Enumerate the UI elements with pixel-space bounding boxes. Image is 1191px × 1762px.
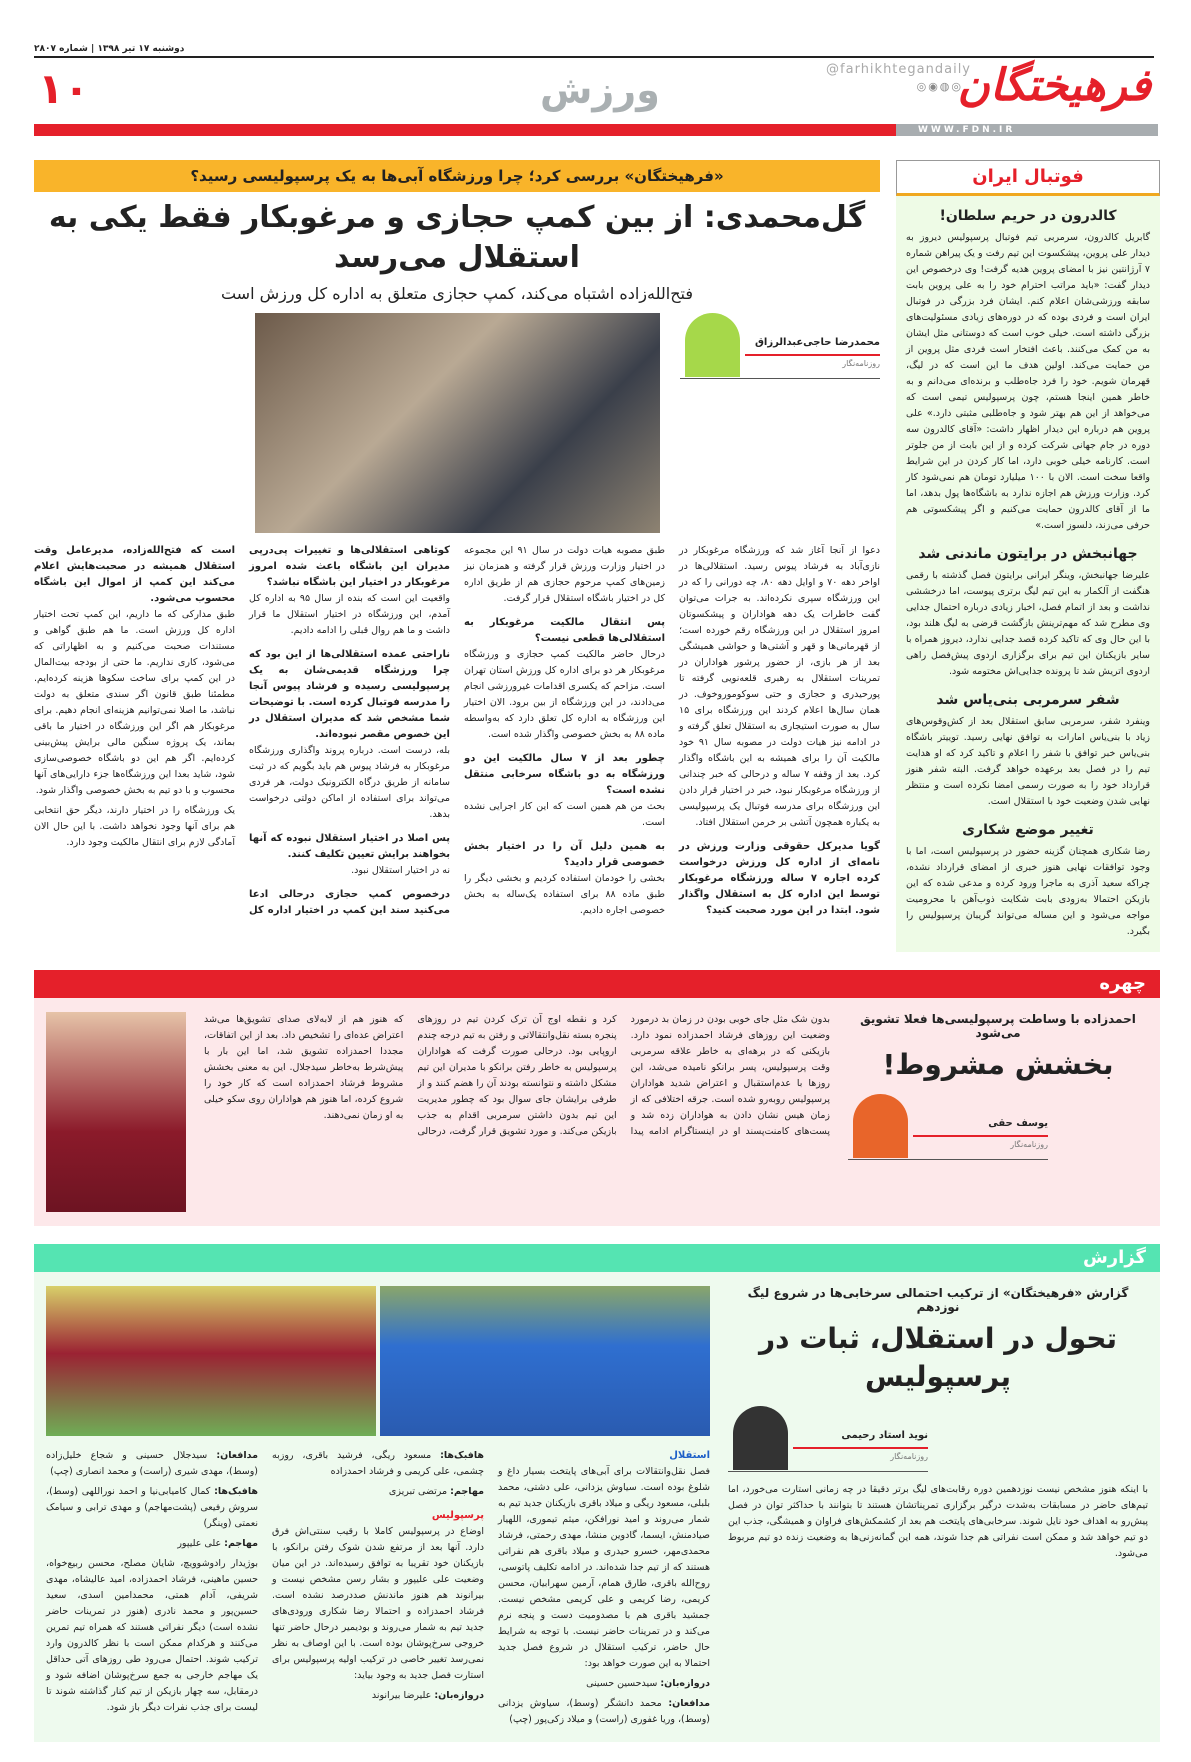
author-role: روزنامه‌نگار (890, 1452, 928, 1461)
sidebar-item-title: کالدرون در حریم سلطان! (939, 208, 1117, 224)
social-icons: ◎◉◍◎ (916, 80, 963, 93)
divider (913, 1135, 1048, 1137)
gozaresh-header (728, 1286, 1148, 1562)
author-photo (853, 1094, 908, 1158)
lineup-line: مهاجم: علی علیپور (177, 1538, 258, 1549)
issue-date: دوشنبه ۱۷ تیر ۱۳۹۸ | شماره ۲۸۰۷ (34, 44, 185, 54)
article-intro: دعوا از آنجا آغاز شد که ورزشگاه مرغوبکار در نازی‌آباد به فرشاد پیوس رسید. استقلالی‌ها در اواخر دهه ۷۰ و اوایل دهه ۸۰، چه دورانی را که در این ورزشگاه سپری نکرده‌اند. به جرات می‌توان گفت خاطرات یک دهه هواداران و پیشکسوتان امروز استقلال در این ورزشگاه رقم خورده است؛ از قهرمانی‌ها و قهر و آشتی‌ها و حواشی همیشگی بعد از هر بازی، از حضور پرشور هواداران در تمرینات استقلال به رهبری قلعه‌نویی گرفته تا پورحیدری و حجازی و حتی سوکوموروخوف. در همان سال‌ها اعلام کردند این ورزشگاه برای ۱۵ سال به صورت استیجاری به استقلال تعلق گرفته و در ادامه نیز هیات دولت در مصوبه سال ۹۱ خود مالکیت آن را برای همیشه به این باشگاه واگذار کرد. بعد از وقفه ۷ ساله و درحالی که خبر چندانی از ورزشگاه مرغوبکار نبود، خبر در اختیار قرار دادن این ورزشگاه برای مدرسه فوتبال یک پرسپولیسی به یکباره همچون آتشی بر خرمن استقلال افتاد. (679, 545, 880, 828)
section-band-chehre: چهره (34, 970, 1160, 998)
sidebar-header: فوتبال ایران (896, 160, 1160, 196)
author-name: محمدرضا حاجی‌عبدالرزاق (754, 337, 880, 348)
chehre-header (848, 1012, 1148, 1160)
lineup-line: مهاجم: مرتضی تبریزی (388, 1486, 484, 1497)
question: به همین دلیل آن را در اختیار بخش خصوصی قرار دادید؟ (464, 841, 665, 868)
newspaper-logo: فرهیختگان (957, 60, 1151, 111)
answer: واقعیت این است که بنده از سال ۹۵ به اداره کل آمدم، این ورزشگاه در اختیار استقلال ما قرار داشت و ما هم روال قبلی را ادامه دادیم. (249, 593, 451, 636)
author-name: یوسف حقی (988, 1118, 1048, 1129)
interview-photo (255, 313, 660, 533)
answer: بله، درست است. درباره پروند واگذاری ورزشگاه مرغوبکار به فرشاد پیوس هم باید بگویم که در ثبت سامانه از طریق درگاه الکترونیک دولت، هر فردی می‌تواند برای استفاده از اماکن دولتی درخواست بدهد. (249, 745, 450, 820)
author-name: نوید استاد رحیمی (841, 1430, 928, 1441)
sidebar-item-body: گابریل کالدرون، سرمربی تیم فوتبال پرسپولیس دیروز به دیدار علی پروین، پیشکسوت این تیم رفت و یک پیراهن شماره ۷ آرژانتین نیز با امضای پروین هدیه گرفت! وی درخصوص این دیدار گفت: «باید مراتب احترام خود را به علی پروین بابت سابقه ورزشی‌شان اعلام کنم. ایشان فرد بزرگی در فوتبال ایران است و فردی بوده که در دوره‌های زیادی مسئولیت‌های بزرگی داشته است. خیلی خوب است که دوستانی مثل ایشان به من کمک می‌کنند. باعث افتخار است فردی مثل پروین از من حمایت می‌کند. اولین هدف ما این است که در لیگ، قهرمان شویم. خود را فرد جاه‌طلب و برنده‌ای می‌دانم و به خاطر همین اینجا هستم، چون پرسپولیس تیمی است که می‌خواهد از این هم بهتر شود و جاه‌طلبی مثبتی دارد.» علی پروین هم درباره این دیدار اظهار داشت: «آقای کالدرون سه دوره در جام جهانی شرکت کرده و از این بابت از من جلوتر است. کارنامه خیلی خوبی دارد، اما کار کردن در این شرایط واقعا سخت است. الان با ۱۰۰ میلیارد تومان هم نمی‌شود کار کرد. وزارت ورزش هم اجازه ندارد به باشگاه‌ها پول بدهد، اما ما از آقای کالدرون حمایت می‌کنیم و اگر پیشکسوتی هم حرفی می‌زند، دلسوز است.» (906, 232, 1150, 531)
chehre-section (34, 998, 1160, 1226)
author-box (728, 1406, 928, 1472)
article-media (34, 313, 880, 533)
answer: بخشی را خودمان استفاده کردیم و بخشی دیگر را طبق ماده ۸۸ برای استفاده یک‌ساله به بخش خصوصی اجاره دادیم. (464, 873, 665, 916)
esteghlal-subhead: استقلال (669, 1450, 710, 1461)
lineup-line: مدافعان: سیدجلال حسینی و شجاع خلیل‌زاده (وسط)، مهدی شیری (راست) و محمد انصاری (چپ) (46, 1450, 258, 1477)
divider (745, 354, 880, 356)
team-photos (46, 1286, 710, 1436)
header-red-bar (34, 124, 896, 136)
author-role: روزنامه‌نگار (1010, 1140, 1048, 1149)
lineup-line: هافبک‌ها: مسعود ریگی، فرشید باقری، روزبه چشمی، علی کریمی و فرشاد احمدزاده (272, 1450, 484, 1477)
chehre-body: بدون شک مثل جای خوبی بودن در زمان بد درمورد وضعیت این روزهای فرشاد احمدزاده نمود دارد. بازیکنی که در برهه‌ای به خاطر علاقه سرمربی وقت پرسپولیس، پسر برانکو نامیده می‌شد، این روزها با عدم‌استقبال و اعتراض شدید هواداران پرسپولیس روبه‌رو شده است. جرقه اختلافی که از زمان هیس نشان دادن به هواداران زده شد و پست‌های کامنت‌پسند او در اینستاگرام ادامه پیدا کرد و نقطه اوج آن ترک کردن تیم در روزهای پنجره بسته نقل‌وانتقالاتی و رفتن به تیم درجه چندم اروپایی بود. درحالی صورت گرفت که هواداران پرسپولیس به خاطر رفتن برانکو با مدیران این تیم مشکل داشته و نتوانسته بودند آن را هضم کنند و از طرفی برایشان جای سوال بود که چطور مدیریت این تیم بدون داشتن سرمربی اقدام به جذب بازیکن می‌کند. و مورد تشویق قرار گرفت، درحالی که هنوز هم از لابه‌لای صدای تشویق‌ها می‌شد اعتراض عده‌ای را تشخیص داد. بعد از این اتفاقات، مجددا احمدزاده تشویق شد، اما این بار با پیش‌شرط به‌خاطر سیدجلال. این به معنی بخشش مشروط فرشاد احمدزاده است که کار خود را شروع کرده، اما هنوز هم هواداران روی سکو خیلی به او زمان نمی‌دهند. (204, 1014, 830, 1137)
section-band-gozaresh: گزارش (34, 1244, 1160, 1272)
main-article (34, 160, 880, 919)
sidebar-item-body: رضا شکاری همچنان گزینه حضور در پرسپولیس است، اما با وجود توافقات نهایی هنوز خبری از امضای قرارداد نشده، چراکه سعید آذری به ماجرا ورود کرده و مدعی شده که این بازیکن احتمالا به‌زودی بابت شکایت ذوب‌آهن با محرومیت مواجه می‌شود و این مساله می‌تواند گریبان پرسپولیس را بگیرد. (906, 846, 1150, 937)
social-handle: @farhikhtegandaily (826, 62, 971, 77)
lineup-line: دروازه‌بان: سیدحسین حسینی (586, 1678, 710, 1689)
gozaresh-headline: تحول در استقلال، ثبات در پرسپولیس (758, 1322, 1117, 1393)
question: پس اصلا در اختیار استقلال نبوده که آنها بخواهند برایش تعیین تکلیف کنند. (249, 833, 450, 860)
persepolis-team-photo (46, 1286, 376, 1436)
author-photo (733, 1406, 788, 1470)
sidebar-iran-football (896, 160, 1160, 952)
question: گویا مدیرکل حقوقی وزارت ورزش در نامه‌ای از اداره کل ورزش درخواست کرده اجاره ۷ ساله ورزشگاه مرغوبکار توسط این اداره کل به استقلال واگذار شود. ابتدا در این مورد صحبت کنید؟ (679, 841, 880, 916)
article-kicker: «فرهیختگان» بررسی کرد؛ چرا ورزشگاه آبی‌ها به یک پرسپولیسی رسید؟ (34, 160, 880, 192)
athlete-photo (46, 1012, 186, 1212)
answer: طبق مدارکی که ما داریم، این کمپ تحت اختیار اداره کل ورزش است. ما هم طبق گواهی و مستندات صحبت می‌کنیم و به اظهاراتی که می‌شود، کاری نداریم. ما حتی از بودجه بیت‌المال در این کمپ برای ساخت سکوها هزینه کرده‌ایم. مطمئنا طبق قانون اگر سندی متعلق به دولت نباشد، ما اصلا نمی‌توانیم هزینه‌ای انجام دهیم. برای مرغوبکار هم اگر این ورزشگاه در اختیار ما باقی بماند، یک پروژه سنگین مالی برایش پیش‌بینی کرده‌ایم. اگر هم این دو باشگاه خصوصی‌سازی شود، شاید بعدا این ورزشگاه‌ها جزء دارایی‌های آنها محسوب و با دو تیم به بخش خصوصی واگذار شود. (34, 609, 235, 796)
article-headline: گل‌محمدی: از بین کمپ حجازی و مرغوبکار فقط یکی به استقلال می‌رسد (48, 200, 866, 275)
gozaresh-content (46, 1286, 710, 1728)
answer: نه در اختیار استقلال نبود. (351, 865, 450, 876)
persepolis-body: اوضاع در پرسپولیس کاملا با رقیب سنتی‌اش فرق دارد. آنها بعد از مرتفع شدن شوک رفتن برانکو، با بازیکنان خود تقریبا به توافق رسیده‌اند. در این میان وضعیت علی علیپور و بشار رسن مشخص نیست و بیرانوند هم هنوز ماندنش صددرصد نشده است. فرشاد احمدزاده و احتمالا رضا شکاری ورودی‌های جدید تیم به شمار می‌روند و بودیمیر درحال حاضر تنها خروجی سرخ‌پوشان بوده است. با این اوصاف به نظر نمی‌رسد تغییر خاصی در ترکیب اولیه پرسپولیس برای استارت فصل جدید به وجود بیاید: (272, 1526, 484, 1681)
gozaresh-section (34, 1272, 1160, 1742)
persepolis-subhead: پرسپولیس (431, 1510, 484, 1521)
sidebar-item-body: علیرضا جهانبخش، وینگر ایرانی برایتون فصل گذشته با رقمی هنگفت از آلکمار به این تیم لیگ برتری پیوست، اما درخششی نداشت و بعد از اتمام فصل، اخبار زیادی درباره احتمال جدایی وی مطرح شد که مهم‌ترینش بازگشت قرضی به لیگ هلند بود، با این حال وی که تاکید کرده قصد جدایی ندارد، دیروز همراه با سایر بازیکنان این تیم برای برگزاری اردوی پیش‌فصل راهی اردوی اتریش شد تا پرونده جدایی‌اش مختومه شود. (906, 570, 1150, 677)
article-subheadline: فتح‌الله‌زاده اشتباه می‌کند، کمپ حجازی متعلق به اداره کل ورزش است (220, 284, 694, 303)
masthead (0, 0, 1191, 150)
section-title: ورزش (540, 68, 660, 112)
persepolis-tail: بوژیدار رادوشوویچ، شایان مصلح، محسن ربیع‌خواه، حسین ماهینی، فرشاد احمدزاده، امید عالیشاه، مهدی شریفی، آدام همتی، محمدامین اسدی، سعید حسین‌پور و محمد نادری (هنوز در تمرینات حاضر نشده است) دیگر نفراتی هستند که همراه تیم تمرین می‌کنند و هرکدام ممکن است با نظر کالدرون وارد ترکیب شوند. احتمال می‌رود طی روزهای آتی حداقل یک مهاجم خارجی به جمع سرخ‌پوشان اضافه شود و درمقابل، سه چهار بازیکن از تیم کنار گذاشته شوند تا لیست برای جذب نفرات دیگر باز شود. (46, 1558, 258, 1713)
author-role: روزنامه‌نگار (842, 359, 880, 368)
gozaresh-body (46, 1448, 710, 1728)
divider (34, 56, 1154, 58)
divider (793, 1447, 928, 1449)
lineup-line: هافبک‌ها: کمال کامیابی‌نیا و احمد نوراللهی (وسط)، سروش رفیعی (پشت‌مهاجم) و مهدی ترابی و سیامک نعمتی (وینگر) (46, 1486, 258, 1529)
question: کوتاهی استقلالی‌ها و تغییرات پی‌در‌پی مدیران این باشگاه باعث شده امروز مرغوبکار در اختیار این باشگاه نباشد؟ (249, 545, 450, 588)
top-row (34, 160, 1160, 952)
lineup-line: دروازه‌بان: علیرضا بیرانوند (371, 1690, 484, 1701)
answer: طبق مصوبه هیات دولت در سال ۹۱ این مجموعه در اختیار وزارت ورزش قرار گرفته و همزمان نیز زمین‌های کمپ مرحوم حجازی هم از طریق اداره کل در اختیار باشگاه استقلال قرار گرفت. (464, 545, 665, 604)
lineup-line: مدافعان: محمد دانشگر (وسط)، سیاوش یزدانی (وسط)، وریا غفوری (راست) و میلاد زکی‌پور (چپ) (498, 1698, 710, 1725)
question: ناراحتی عمده استقلالی‌ها از این بود که چرا ورزشگاه قدیمی‌شان به یک پرسپولیسی رسیده و فرشاد پیوس آنجا را مدرسه فوتبال کرده است. با توضیحات شما مشخص شد که مدیران استقلال در این خصوص مقصر نبوده‌اند. (249, 649, 450, 740)
answer: بحث من هم همین است که این کار اجرایی نشده است. (464, 801, 665, 828)
page-number: ۱۰ (38, 64, 90, 113)
sidebar-item-body: وینفرد شفر، سرمربی سابق استقلال بعد از کش‌وقوس‌های زیاد با بنی‌یاس امارات به توافق نهایی رسید. توییتر باشگاه بنی‌یاس خبر توافق با شفر را اعلام و تاکید کرد که او هدایت تیم را در فصل بعد برعهده خواهد گرفت. البته شفر هنوز قرارداد خود را به صورت رسمی امضا نکرده است و منتظر نهایی شدن وضعیت خود با استقلال است. (906, 716, 1150, 807)
esteghlal-team-photo (380, 1286, 710, 1436)
esteghlal-body: فصل نقل‌وانتقالات برای آبی‌های پایتخت بسیار داغ و شلوغ بوده است. سیاوش یزدانی، علی دشتی، محمد بلبلی، مسعود ریگی و میلاد باقری بازیکنان جدید تیم به شمار می‌روند و امید نورافکن، میثم تیموری، اللهیار صیادمنش، ایسما، گادوین منشا، مهدی رحمتی، فرشاد محمدی‌مهر، خسرو حیدری و میلاد باقری هم نفراتی هستند که از تیم جدا شده‌اند. در ادامه تکلیف پاتوسی، روح‌الله باقری، طارق همام، آرمین سهرابیان، محسن کریمی، رضا کریمی و علی کریمی مشخص نیست. جمشید باقری هم با مصدومیت دست و پنجه نرم می‌کند و در تمرینات حاضر نیست. با توجه به شرایط حال حاضر، ترکیب استقلال در شروع فصل جدید احتمالا به این صورت خواهد بود: (498, 1466, 710, 1669)
author-photo (685, 313, 740, 377)
question: چطور بعد از ۷ سال مالکیت این دو ورزشگاه به دو باشگاه سرخابی منتقل نشده است؟ (464, 753, 666, 796)
chehre-headline: بخشش مشروط! (882, 1048, 1114, 1081)
gozaresh-kicker: گزارش «فرهیختگان» از ترکیب احتمالی سرخابی‌ها در شروع لیگ نوزدهم (747, 1286, 1129, 1314)
answer: یک ورزشگاه را در اختیار دارند، دیگر حق انتخابی هم برای آنها وجود نخواهد داشت. با این حال الان آمادگی لازم برای انتقال مالکیت وجود دارد. (34, 805, 235, 848)
gozaresh-intro: با اینکه هنوز مشخص نیست نوزدهمین دوره رقابت‌های لیگ برتر دقیقا در چه زمانی استارت می‌خورد، اما تیم‌های حاضر در مسابقات به‌شدت درگیر برگزاری تمریناتشان هستند تا بتوانند با حداکثر توان در فصل پیش‌رو به اهداف خود نایل شوند. سرخابی‌های پایتخت هم بعد از کشمکش‌های فراوان و همیشگی، جذب این دو تیم خواهد شد و ممکن است نفراتی هم جدا شوند، همه این گمانه‌زنی‌ها به وضعیت زنده دو تیم مربوط می‌شود. (728, 1484, 1148, 1559)
sidebar-item-title: تغییر موضع شکاری (962, 822, 1094, 838)
answer: درحال حاضر مالکیت کمپ حجازی و ورزشگاه مرغوبکار هر دو برای اداره کل ورزش استان تهران است. مزاحم که یکسری اقدامات غیرورزشی انجام می‌دادند، در این ورزشگاه از بین برود. الان اختیار این ورزشگاه به اداره کل تعلق دارد که به‌واسطه ماده ۸۸ به بخش خصوصی واگذار شده است. (464, 649, 665, 740)
website-url: WWW.FDN.IR (896, 124, 1158, 136)
chehre-kicker: احمدزاده با وساطت پرسپولیسی‌ها فعلا تشویق می‌شود (860, 1012, 1136, 1040)
article-body (34, 543, 880, 919)
author-box (848, 1094, 1048, 1160)
sidebar-item-title: شفر سرمربی بنی‌یاس شد (936, 692, 1120, 708)
author-box (680, 313, 880, 379)
sidebar-item-title: جهانبخش در برایتون ماندنی شد (918, 546, 1138, 562)
question: پس انتقال مالکیت مرغوبکار به استقلالی‌ها قطعی نیست؟ (464, 617, 665, 644)
question: درخصوص کمپ حجازی درحالی ادعا می‌کنید سند این کمپ در اختیار اداره کل است که فتح‌الله‌زاده، مدیرعامل وقت استقلال همیشه در صحبت‌هایش اعلام می‌کند این کمپ از اموال این باشگاه محسوب می‌شود. (34, 545, 450, 916)
